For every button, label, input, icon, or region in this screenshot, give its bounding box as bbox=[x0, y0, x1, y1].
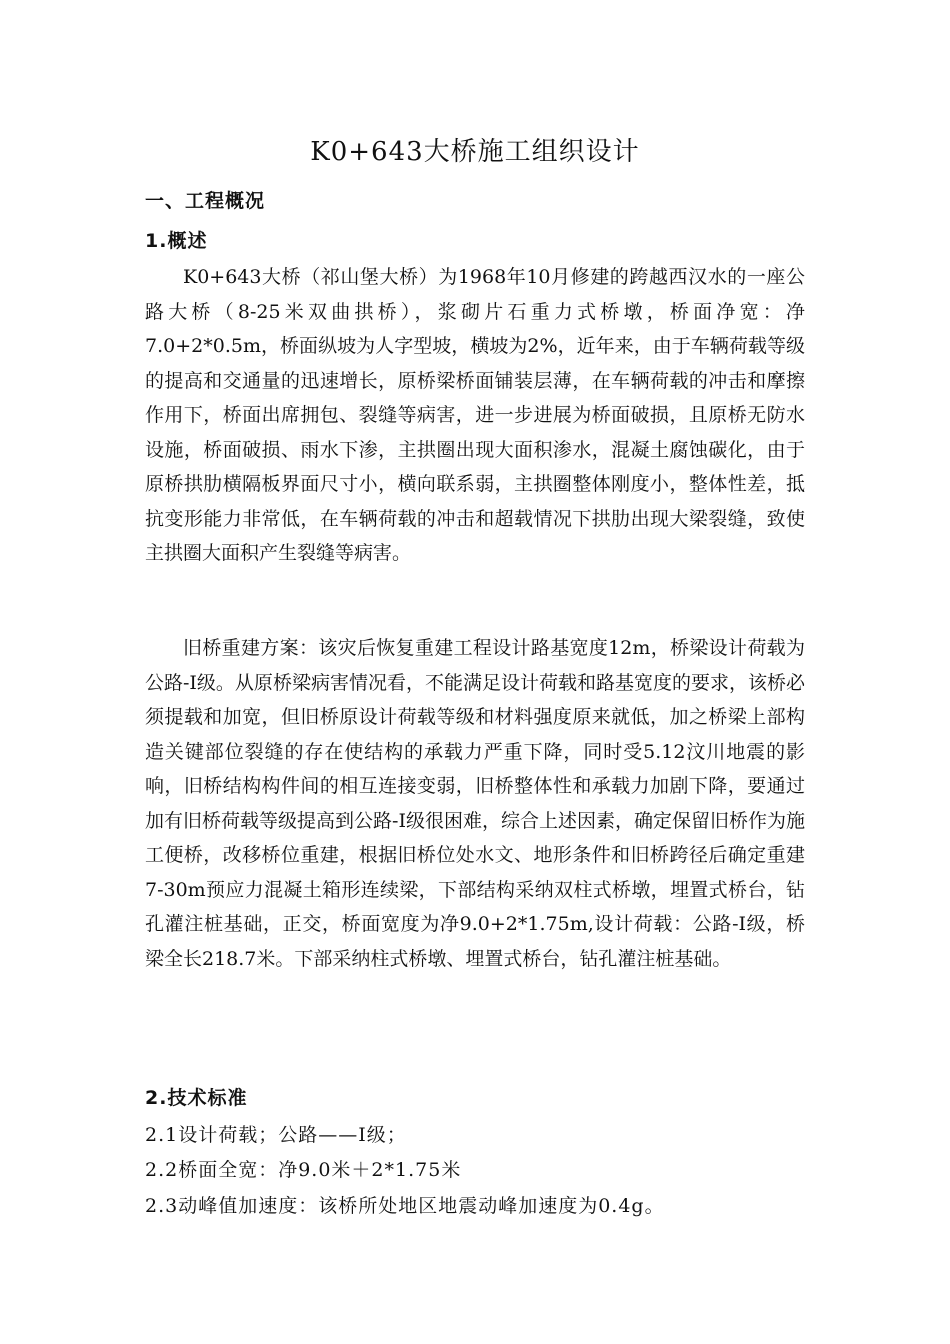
subsection-heading-summary: 1.概述 bbox=[145, 230, 208, 252]
paragraph-rebuild-plan: 旧桥重建方案：该灾后恢复重建工程设计路基宽度12m，桥梁设计荷载为公路-I级。从原桥梁病害情况看，不能满足设计荷载和路基宽度的要求，该桥必须提载和加宽，但旧桥原设计荷载等级和材料强度原来就低，加之桥梁上部构造关键部位裂缝的存在使结构的承载力严重下降，同时受5.12汶川地震的影响，旧桥结构构件间的相互连接变弱，旧桥整体性和承载力加剧下降，要通过加有旧桥荷载等级提高到公路-I级很困难，综合上述因素，确定保留旧桥作为施工便桥，改移桥位重建，根据旧桥位处水文、地形条件和旧桥跨径后确定重建7-30m预应力混凝土箱形连续梁，下部结构采纳双柱式桥墩，埋置式桥台，钻孔灌注桩基础，正交，桥面宽度为净9.0+2*1.75m,设计荷载：公路-I级，桥梁全长218.7米。下部采纳柱式桥墩、埋置式桥台，钻孔灌注桩基础。 bbox=[145, 637, 805, 970]
standard-item-load: 2.1设计荷载；公路——I级； bbox=[145, 1124, 407, 1146]
standard-item-width: 2.2桥面全宽：净9.0米＋2*1.75米 bbox=[145, 1159, 462, 1181]
section-heading-overview: 一、工程概况 bbox=[145, 190, 266, 212]
subsection-heading-standards: 2.技术标准 bbox=[145, 1087, 248, 1109]
standard-item-acceleration: 2.3动峰值加速度：该桥所处地区地震动峰加速度为0.4g。 bbox=[145, 1195, 665, 1217]
document-title: K0+643大桥施工组织设计 bbox=[310, 137, 640, 167]
paragraph-summary: K0+643大桥（祁山堡大桥）为1968年10月修建的跨越西汉水的一座公路大桥（8-25米双曲拱桥），浆砌片石重力式桥墩，桥面净宽：净7.0+2*0.5m，桥面纵坡为人字型坡，横坡为2%，近年来，由于车辆荷载等级的提高和交通量的迅速增长，原桥梁桥面铺装层薄，在车辆荷载的冲击和摩擦作用下，桥面出席拥包、裂缝等病害，进一步进展为桥面破损，且原桥无防水设施，桥面破损、雨水下渗，主拱圈出现大面积渗水，混凝土腐蚀碳化，由于原桥拱肋横隔板界面尺寸小，横向联系弱，主拱圈整体刚度小，整体性差，抵抗变形能力非常低，在车辆荷载的冲击和超载情况下拱肋出现大梁裂缝，致使主拱圈大面积产生裂缝等病害。 bbox=[145, 266, 805, 564]
